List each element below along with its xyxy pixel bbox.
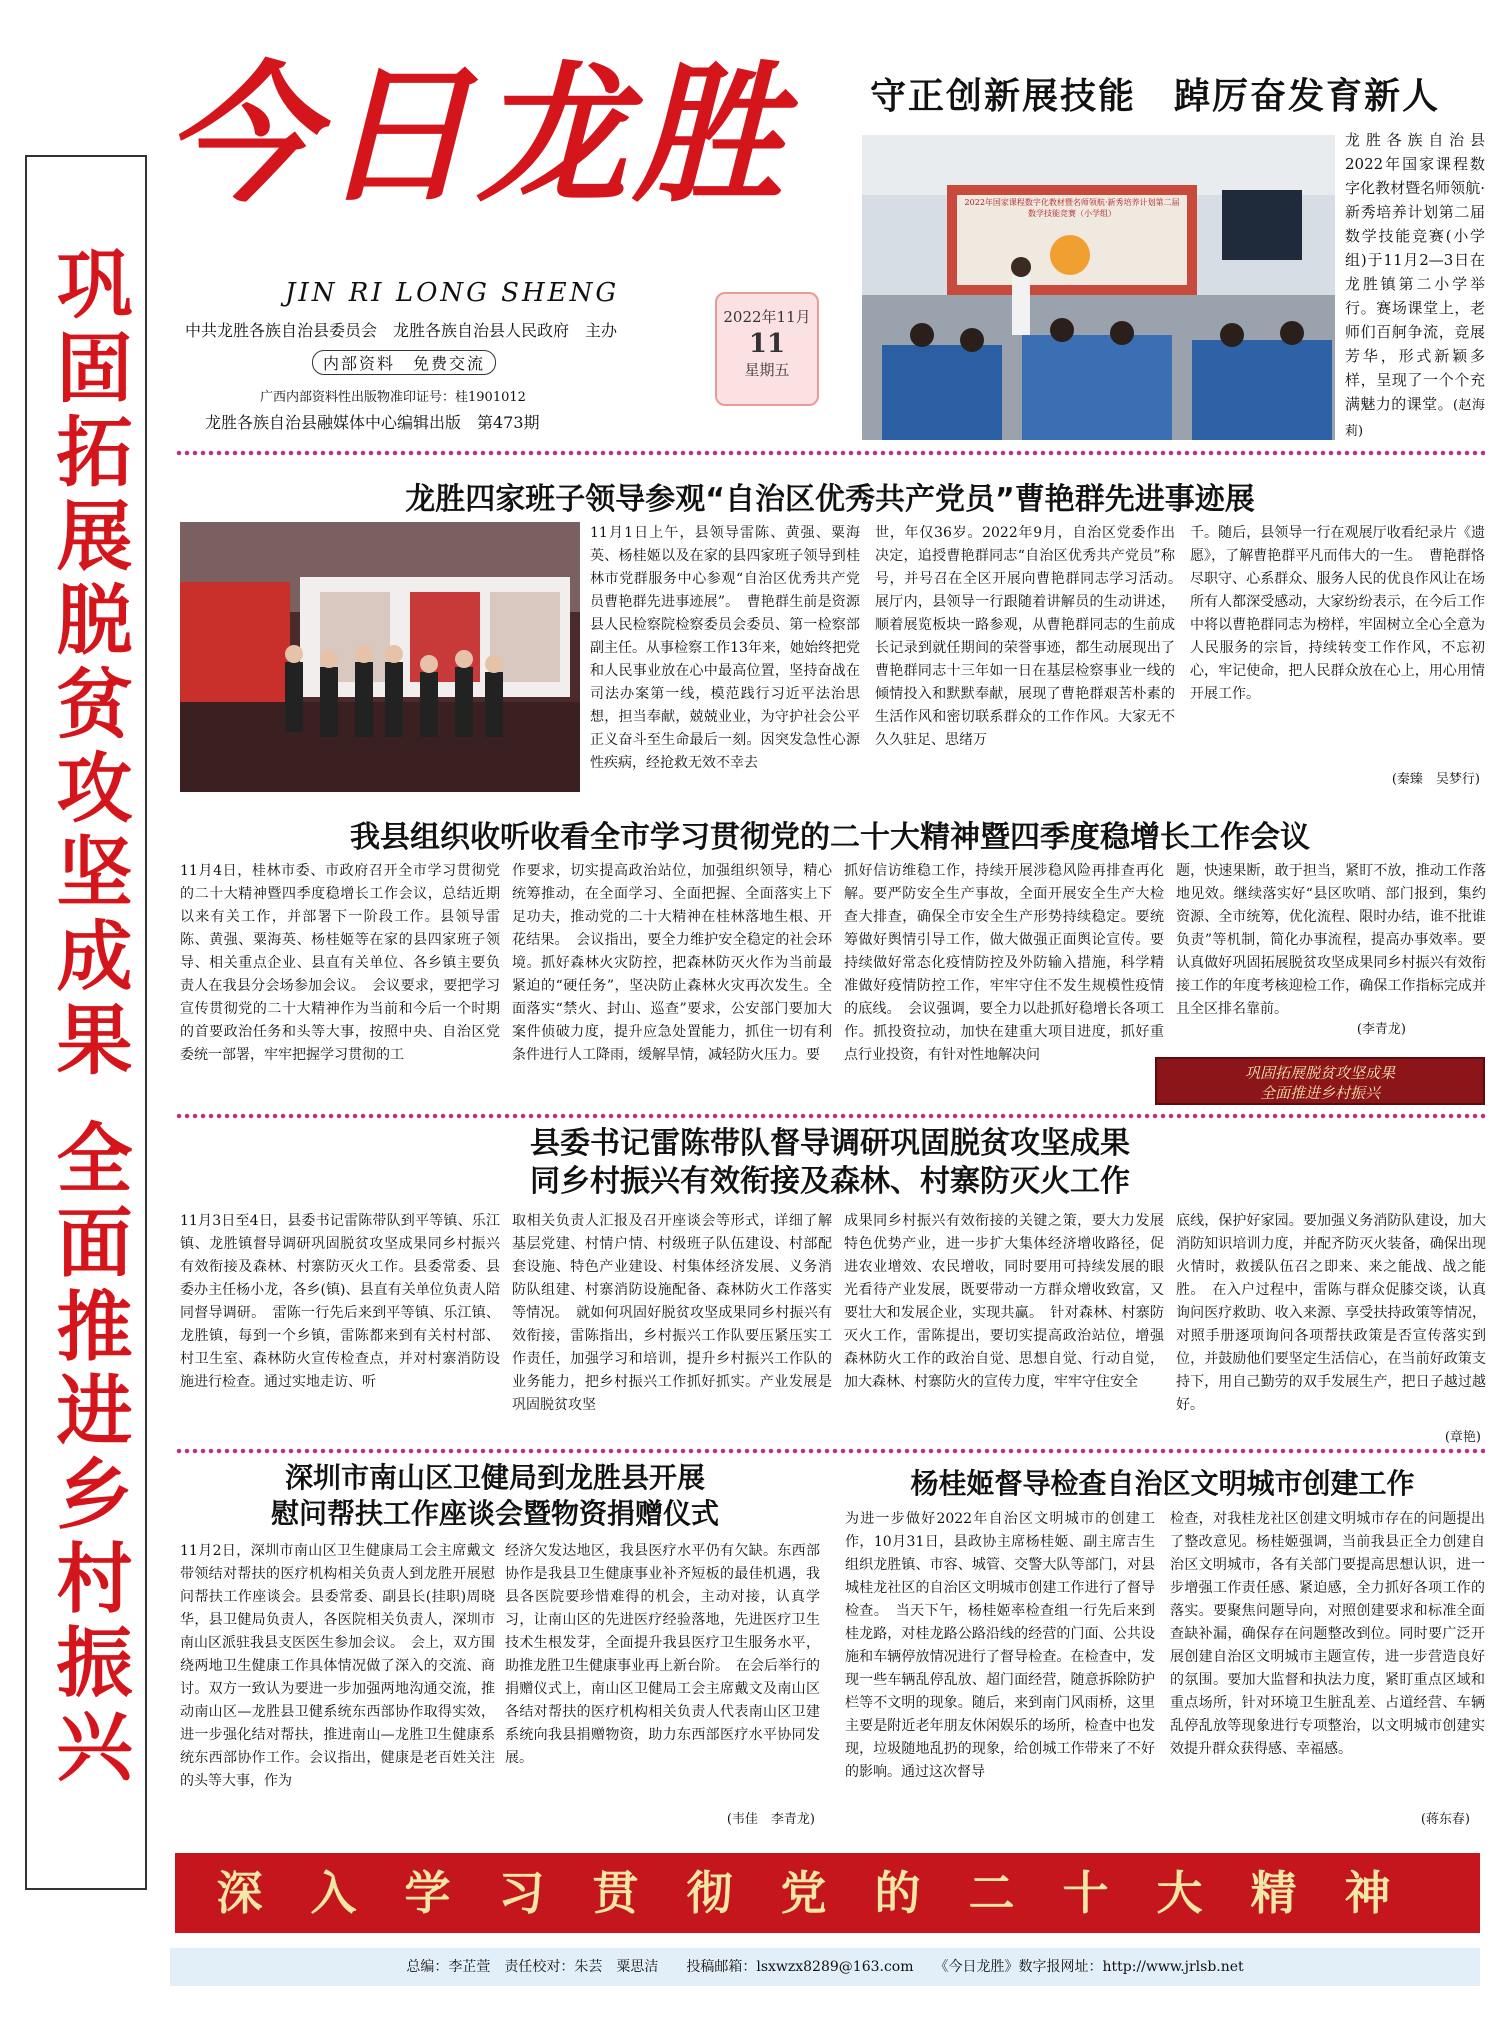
exhibition-photo-image (180, 522, 580, 792)
story5-headline: 杨桂姬督导检查自治区文明城市创建工作 (910, 1467, 1415, 1500)
publisher-issue: 龙胜各族自治县融媒体中心编辑出版 第473期 (205, 413, 540, 432)
top-story-caption (1345, 128, 1485, 444)
story1-headline: 龙胜四家班子领导参观“自治区优秀共产党员”曹艳群先进事迹展 (405, 482, 1255, 517)
rural-revitalization-promo (1155, 1057, 1485, 1105)
permit-number: 广西内部资料性出版物准印证号：桂1901012 (260, 390, 526, 405)
promo-line1: 巩固拓展脱贫攻坚成果 (1244, 1064, 1395, 1082)
date-weekday: 星期五 (744, 361, 790, 380)
promo-line2: 全面推进乡村振兴 (1259, 1084, 1380, 1102)
footer-info: 总编：李芷萱 责任校对：朱芸 粟思洁 投稿邮箱：lsxwzx8289@163.com 《今日龙胜》数字报网址：http://www.jrlsb.net (170, 1948, 1480, 1986)
story2-headline: 我县组织收听收看全市学习贯彻党的二十大精神暨四季度稳增长工作会议 (350, 820, 1310, 855)
story5-credit: (蒋东春) (1420, 1812, 1470, 1827)
classroom-photo-image (862, 135, 1335, 440)
story3-col2: 取相关负责人汇报及召开座谈会等形式，详细了解基层党建、村情户情、村级班子队伍建设、村部配套设施、特色产业建设、村集体经济发展、义务消防队组建、村寨消防设施配备、森林防火工作落实等情况。 就如何巩固好脱贫攻坚成果同乡村振兴有效衔接，雷陈指出，乡村振兴工作队要压紧压实工作责任，加强学习和培训，提升乡村振兴工作队的业务能力，把乡村振兴工作抓好抓实。产业发展是巩固脱贫攻坚 (512, 1213, 832, 1413)
story2-credit: (李青龙) (1356, 1022, 1406, 1037)
story5-col1: 为进一步做好2022年自治区文明城市的创建工作，10月31日，县政协主席杨桂姬、副主席吉生组织龙胜镇、市容、城管、交警大队等部门，对县城桂龙社区的自治区文明城市创建工作进行了督导检查。 当天下午，杨桂姬率检查组一行先后来到桂龙路，对桂龙路公路沿线的经营的门面、公共设施和车辆停放情况进行了督导检查。在检查中，发现一些车辆乱停乱放、超门面经营，随意拆除防护栏等不文明的现象。随后，来到南门风雨桥，这里主要是附近老年朋友休闲娱乐的场所，检查中也发现，垃圾随地乱扔的现象，给创城工作带来了不好的影响。通过这次督导 (845, 1511, 1155, 1780)
divider-dots (175, 1113, 1485, 1119)
date-day: 11 (748, 328, 786, 359)
masthead-sponsors: 中共龙胜各族自治县委员会 龙胜各族自治县人民政府 主办 (185, 321, 618, 340)
story3-headline (175, 1125, 1485, 1201)
top-story-credit: (赵海莉) (1345, 398, 1485, 439)
side-slogan-text: 巩固拓展脱贫攻坚成果 全面推进乡村振兴 (44, 243, 133, 1791)
divider-dots (175, 450, 1485, 456)
story3-col1: 11月3日至4日，县委书记雷陈带队到平等镇、乐江镇、龙胜镇督导调研巩固脱贫攻坚成果同乡村振兴有效衔接及森林、村寨防灭火工作。县委常委、县委办主任杨小龙，各乡(镇)、县直有关单位负责人陪同督导调研。 雷陈一行先后来到平等镇、乐江镇、龙胜镇，每到一个乡镇，雷陈都来到有关村村部、村卫生室、森林防火宣传检查点，并对村寨消防设施进行检查。通过实地走访、听 (180, 1213, 500, 1390)
date-month: 2022年11月 (723, 308, 811, 326)
story3-headline-line1: 县委书记雷陈带队督导调研巩固脱贫攻坚成果 (530, 1126, 1130, 1161)
masthead-title: 今日龙胜 (165, 47, 790, 223)
story1-col1: 11月1日上午，县领导雷陈、黄强、粟海英、杨桂姬以及在家的县四家班子领导到桂林市党群服务中心参观“自治区优秀共产党员曹艳群先进事迹展”。 曹艳群生前是资源县人民检察院检察委员会委员、第一检察部副主任。从事检察工作13年来，她始终把党和人民事业放在心中最高位置，坚持奋战在司法办案第一线，模范践行习近平法治思想，担当奉献，兢兢业业，为守护社会公平正义奋斗至生命最后一刻。因突发急性心源性疾病，经抢救无效不幸去 (590, 525, 860, 771)
story2-col1: 11月4日，桂林市委、市政府召开全市学习贯彻党的二十大精神暨四季度稳增长工作会议，总结近期以来有关工作，并部署下一阶段工作。县领导雷陈、黄强、粟海英、杨桂姬等在家的县四家班子领导、相关重点企业、县直有关单位、各乡镇主要负责人在我县分会场参加会议。 会议要求，要把学习宣传贯彻党的二十大精神作为当前和今后一个时期的首要政治任务和头等大事，按照中央、自治区党委统一部署，牢牢把握学习贯彻的工 (180, 863, 500, 1063)
story4-headline-line1: 深圳市南山区卫健局到龙胜县开展 (284, 1461, 705, 1494)
story3-headline-line2: 同乡村振兴有效衔接及森林、村寨防灭火工作 (530, 1164, 1130, 1199)
story4-credit: (韦佳 李青龙) (726, 1812, 815, 1827)
top-story-headline: 守正创新展技能 踔厉奋发育新人 (870, 76, 1441, 117)
masthead-pinyin: JIN RI LONG SHENG (285, 278, 620, 308)
story1-credit: (秦臻 吴梦行) (1391, 772, 1480, 787)
story1-col2: 世，年仅36岁。2022年9月，自治区党委作出决定，追授曹艳群同志“自治区优秀共产党员”称号，并号召在全区开展向曹艳群同志学习活动。 展厅内，县领导一行跟随着讲解员的生动讲述，顺着展览板块一路参观，从曹艳群同志的生前成长记录到就任期间的荣誉事迹，都生动展现出了曹艳群同志十三年如一日在基层检察事业一线的倾情投入和默默奉献，展现了曹艳群艰苦朴素的生活作风和密切联系群众的工作作风。大家无不久久驻足、思绪万 (875, 525, 1189, 748)
story3-col4: 底线，保护好家园。要加强义务消防队建设，加大消防知识培训力度，并配齐防灭火装备，确保出现火情时，救援队伍召之即来、来之能战、战之能胜。 在入户过程中，雷陈与群众促膝交谈，认真询问医疗救助、收入来源、享受扶持政策等情况，对照手册逐项询问各项帮扶政策是否宣传落实到位，并鼓励他们要坚定生活信心，在当前好政策支持下，用自己勤劳的双手发展生产，把日子越过越好。 (1176, 1213, 1486, 1413)
story3-credit: (章艳) (1444, 1430, 1481, 1445)
issue-date-box (715, 292, 819, 406)
divider-dots (175, 1448, 1485, 1454)
exhibition-photo (180, 522, 580, 792)
story2-col3: 抓好信访维稳工作，持续开展涉稳风险再排查再化解。要严防安全生产事故，全面开展安全生产大检查大排查，确保全市安全生产形势持续稳定。要统筹做好舆情引导工作，做大做强正面舆论宣传。要持续做好常态化疫情防控及外防输入措施，科学精准做好疫情防控工作，牢牢守住不发生规模性疫情的底线。 会议强调，要全力以赴抓好稳增长各项工作。抓投资拉动，加快在建重大项目进度，抓好重点行业投资，有针对性地解决问 (844, 863, 1164, 1063)
side-slogan-box (25, 155, 147, 1890)
story5-col2: 检查，对我桂龙社区创建文明城市存在的问题提出了整改意见。杨桂姬强调，当前我县正全力创建自治区文明城市，各有关部门要提高思想认识，进一步增强工作责任感、紧迫感，全力抓好各项工作的落实。要聚焦问题导向，对照创建要求和标准全面查缺补漏，确保存在问题整改到位。同时要广泛开展创建自治区文明城市主题宣传，进一步营造良好的氛围。要加大监督和执法力度，紧盯重点区域和重点场所，针对环境卫生脏乱差、占道经营、车辆乱停乱放等现象进行专项整治，以文明城市创建实效提升群众获得感、幸福感。 (1170, 1511, 1485, 1757)
story2-col2: 作要求，切实提高政治站位，加强组织领导，精心统筹推动，在全面学习、全面把握、全面落实上下足功夫，推动党的二十大精神在桂林落地生根、开花结果。 会议指出，要全力维护安全稳定的社会环境。抓好森林火灾防控，把森林防灭火作为当前最紧迫的“硬任务”，坚决防止森林火灾再次发生。全面落实“禁火、封山、巡查”要求，公安部门要加大案件侦破力度，提升应急处置能力，抓住一切有利条件进行人工降雨，缓解旱情，减轻防火压力。要 (512, 863, 832, 1063)
classroom-photo (862, 135, 1335, 440)
internal-tag: 内部资料 免费交流 (312, 350, 496, 375)
story4-headline-line2: 慰问帮扶工作座谈会暨物资捐赠仪式 (270, 1497, 719, 1530)
story4-col2: 经济欠发达地区，我县医疗水平仍有欠缺。东西部协作是我县卫生健康事业补齐短板的最佳机遇，我县各医院要珍惜难得的机会，主动对接，认真学习，让南山区的先进医疗经验落地，先进医疗卫生技术生根发芽，全面提升我县医疗卫生服务水平，助推龙胜卫生健康事业再上新台阶。 在会后举行的捐赠仪式上，南山区卫健局工会主席戴文及南山区各结对帮扶的医疗机构相关负责人代表南山区卫建系统向我县捐赠物资，助力东西部医疗水平协同发展。 (505, 1543, 820, 1766)
story2-col4: 题，快速果断，敢于担当，紧盯不放，推动工作落地见效。继续落实好“县区吹哨、部门报到，集约资源、全市统筹，优化流程、限时办结，谁不批谁负责”等机制，简化办事流程，提高办事效率。要认真做好巩固拓展脱贫攻坚成果同乡村振兴有效衔接工作的年度考核迎检工作，确保工作指标完成并且全区排名靠前。 (1176, 863, 1486, 1017)
top-story-caption-text: 龙胜各族自治县2022年国家课程数字化教材暨名师领航·新秀培养计划第二届数学技能竞赛(小学组)于11月2—3日在龙胜镇第二小学举行。赛场课堂上，老师们百舸争流，竞展芳华，形式新颖多样，呈现了一个个充满魅力的课堂。 (1345, 131, 1485, 413)
photo-banner-text: 2022年国家课程数字化教材暨名师领航·新秀培养计划第二届数学技能竞赛（小学组） (964, 198, 1180, 218)
story4-headline (175, 1460, 815, 1532)
story1-col3: 千。随后，县领导一行在观展厅收看纪录片《遗愿》，了解曹艳群平凡而伟大的一生。 曹艳群恪尽职守、心系群众、服务人民的优良作风让在场所有人都深受感动，大家纷纷表示，在今后工作中将以曹艳群同志为榜样，牢固树立全心全意为人民服务的宗旨，持续转变工作作风，不忘初心，牢记使命，把人民群众放在心上，用心用情开展工作。 (1190, 525, 1485, 702)
bottom-banner: 深入学习贯彻党的二十大精神 (175, 1853, 1480, 1933)
story4-col1: 11月2日，深圳市南山区卫生健康局工会主席戴文带领结对帮扶的医疗机构相关负责人到龙胜开展慰问帮扶工作座谈会。县委常委、副县长(挂职)周晓华，县卫健局负责人，各医院相关负责人，深圳市南山区派驻我县支医医生参加会议。 会上，双方围绕两地卫生健康工作具体情况做了深入的交流、商讨。双方一致认为要进一步加强两地沟通交流，推动南山区—龙胜县卫健系统东西部协作取得实效，进一步强化结对帮扶，推进南山—龙胜卫生健康系统东西部协作工作。会议指出，健康是老百姓关注的头等大事，作为 (180, 1543, 495, 1789)
story3-col3: 成果同乡村振兴有效衔接的关键之策，要大力发展特色优势产业，进一步扩大集体经济增收路径，促进农业增效、农民增收，同时要用可持续发展的眼光看待产业发展，既要带动一方群众增收致富，又要壮大和发展企业，实现共赢。 针对森林、村寨防灭火工作，雷陈提出，要切实提高政治站位，增强森林防火工作的政治自觉、思想自觉、行动自觉，加大森林、村寨防火的宣传力度，牢牢守住安全 (844, 1213, 1164, 1390)
